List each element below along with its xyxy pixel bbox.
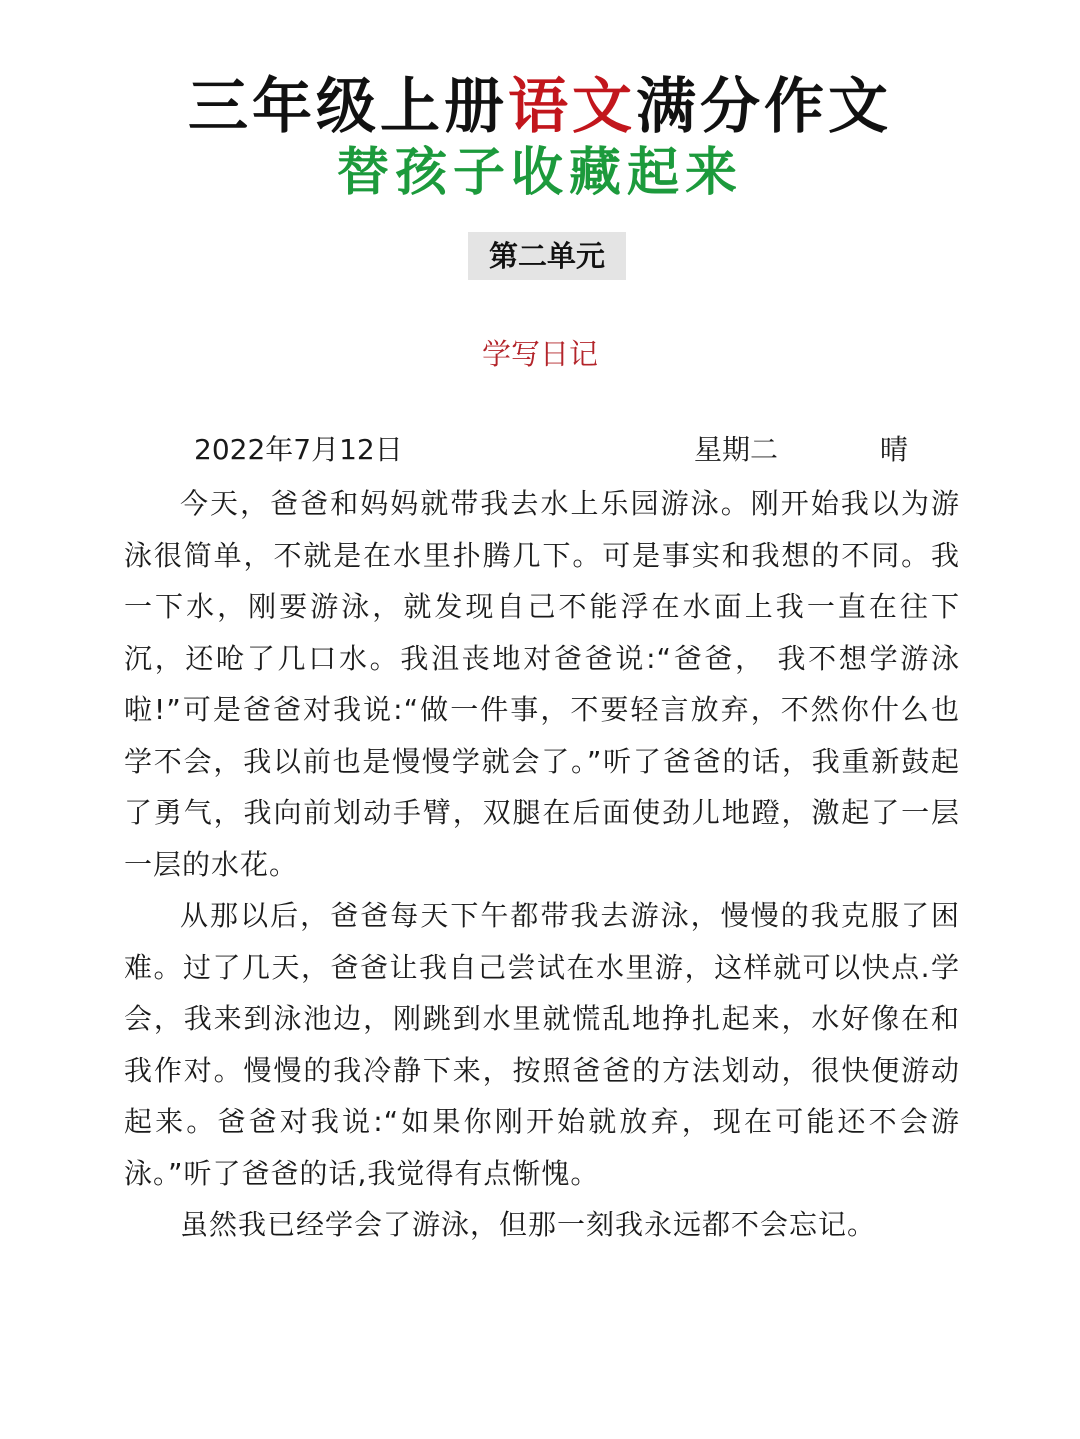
unit-badge: 第二单元 [468,232,626,280]
title-part1: 三年级上册 [188,72,508,142]
title-highlight: 语文 [508,72,636,142]
essay-paragraph: 今天，爸爸和妈妈就带我去水上乐园游泳。刚开始我以为游泳很简单，不就是在水里扑腾几下。可是事实和我想的不同。我一下水，刚要游泳，就发现自己不能浮在水面上我一直在往下沉，还呛了几口水。我沮丧地对爸爸说:“爸爸， 我不想学游泳啦!”可是爸爸对我说:“做一件事，不要轻言放弃，不然你什么也学不会，我以前也是慢慢学就会了。”听了爸爸的话，我重新鼓起了勇气，我向前划动手臂，双腿在后面使劲儿地蹬，激起了一层一层的水花。 [124,487,960,881]
diary-weather: 晴 [880,433,909,466]
essay-body [124,478,960,1251]
diary-date: 2022年7月12日 [194,433,403,466]
page-title [0,72,1080,142]
essay-paragraph: 虽然我已经学会了游泳，但那一刻我永远都不会忘记。 [180,1208,877,1241]
page-subtitle: 替孩子收藏起来 [336,143,743,203]
essay-title: 学写日记 [481,337,598,371]
title-part2: 满分作文 [636,72,892,142]
diary-weekday: 星期二 [694,433,779,466]
essay-paragraph: 从那以后，爸爸每天下午都带我去游泳，慢慢的我克服了困难。过了几天，爸爸让我自己尝试在水里游，这样就可以快点.学会，我来到泳池边，刚跳到水里就慌乱地挣扎起来，水好像在和我作对。慢慢的我冷静下来，按照爸爸的方法划动，很快便游动起来。爸爸对我说:“如果你刚开始就放弃，现在可能还不会游泳。”听了爸爸的话,我觉得有点惭愧。 [124,899,960,1190]
diary-header-row [0,430,1080,470]
